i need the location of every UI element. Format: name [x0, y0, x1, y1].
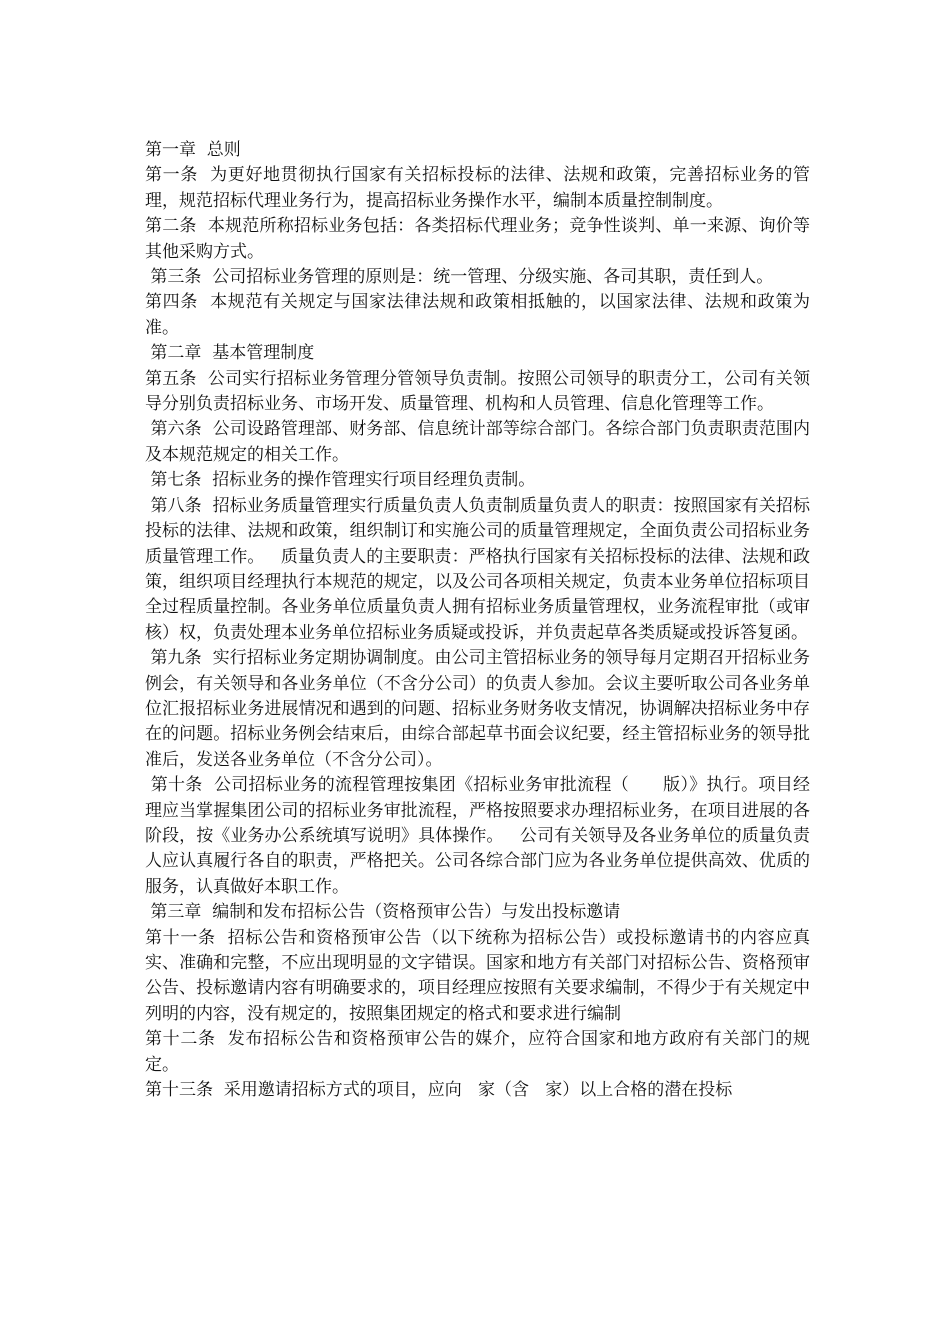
- article-paragraph: 第七条 招标业务的操作管理实行项目经理负责制。: [145, 470, 536, 491]
- article-paragraph: 第三条 公司招标业务管理的原则是：统一管理、分级实施、各司其职，责任到人。: [145, 267, 774, 288]
- article-paragraph: 第十二条 发布招标公告和资格预审公告的媒介，应符合国家和地方政府有关部门的规定。: [145, 1029, 810, 1075]
- chapter-heading: 第一章 总则: [145, 140, 241, 160]
- chapter-heading: 第二章 基本管理制度: [145, 343, 315, 364]
- article-paragraph: 第五条 公司实行招标业务管理分管领导负责制。按照公司领导的职责分工，公司有关领导分别负责招标业务、市场开发、质量管理、机构和人员管理、信息化管理等工作。: [145, 368, 810, 415]
- article-paragraph: 第四条 本规范有关规定与国家法律法规和政策相抵触的，以国家法律、法规和政策为准。: [145, 292, 810, 338]
- document-page: [145, 138, 810, 1103]
- article-paragraph: 第十三条 采用邀请招标方式的项目，应向 家（含 家）以上合格的潜在投标: [145, 1080, 733, 1101]
- article-paragraph: 第一条 为更好地贯彻执行国家有关招标投标的法律、法规和政策，完善招标业务的管理，规范招标代理业务行为，提高招标业务操作水平，编制本质量控制制度。: [145, 165, 810, 211]
- chapter-heading: 第三章 编制和发布招标公告（资格预审公告）与发出投标邀请: [145, 902, 621, 923]
- article-paragraph: 第十条 公司招标业务的流程管理按集团《招标业务审批流程（ 版）》执行。项目经理应当掌握集团公司的招标业务审批流程，严格按照要求办理招标业务，在项目进展的各阶段，按《业务办公系统填写说明》具体操作。 公司有关领导及各业务单位的质量负责人应认真履行各自的职责，严格把关。公司各综合部门应为各业务单位提供高效、优质的服务，认真做好本职工作。: [145, 775, 810, 897]
- article-paragraph: 第九条 实行招标业务定期协调制度。由公司主管招标业务的领导每月定期召开招标业务例会，有关领导和各业务单位（不含分公司）的负责人参加。会议主要听取公司各业务单位汇报招标业务进展情况和遇到的问题、招标业务财务收支情况，协调解决招标业务中存在的问题。招标业务例会结束后，由综合部起草书面会议纪要，经主管招标业务的领导批准后，发送各业务单位（不含分公司）。: [145, 648, 811, 770]
- article-paragraph: 第六条 公司设路管理部、财务部、信息统计部等综合部门。各综合部门负责职责范围内及本规范规定的相关工作。: [145, 419, 811, 465]
- article-paragraph: 第二条 本规范所称招标业务包括：各类招标代理业务；竞争性谈判、单一来源、询价等其他采购方式。: [145, 216, 810, 262]
- article-paragraph: 第十一条 招标公告和资格预审公告（以下统称为招标公告）或投标邀请书的内容应真实、准确和完整，不应出现明显的文字错误。国家和地方有关部门对招标公告、资格预审公告、投标邀请内容有明确要求的，项目经理应按照有关要求编制，不得少于有关规定中列明的内容，没有规定的，按照集团规定的格式和要求进行编制: [145, 927, 810, 1024]
- article-paragraph: 第八条 招标业务质量管理实行质量负责人负责制质量负责人的职责：按照国家有关招标投标的法律、法规和政策，组织制订和实施公司的质量管理规定，全面负责公司招标业务质量管理工作。 质量负责人的主要职责：严格执行国家有关招标投标的法律、法规和政策，组织项目经理执行本规范的规定，以及公司各项相关规定，负责本业务单位招标项目全过程质量控制。各业务单位质量负责人拥有招标业务质量管理权，业务流程审批（或审核）权，负责处理本业务单位招标业务质疑或投诉，并负责起草各类质疑或投诉答复函。: [145, 495, 811, 643]
